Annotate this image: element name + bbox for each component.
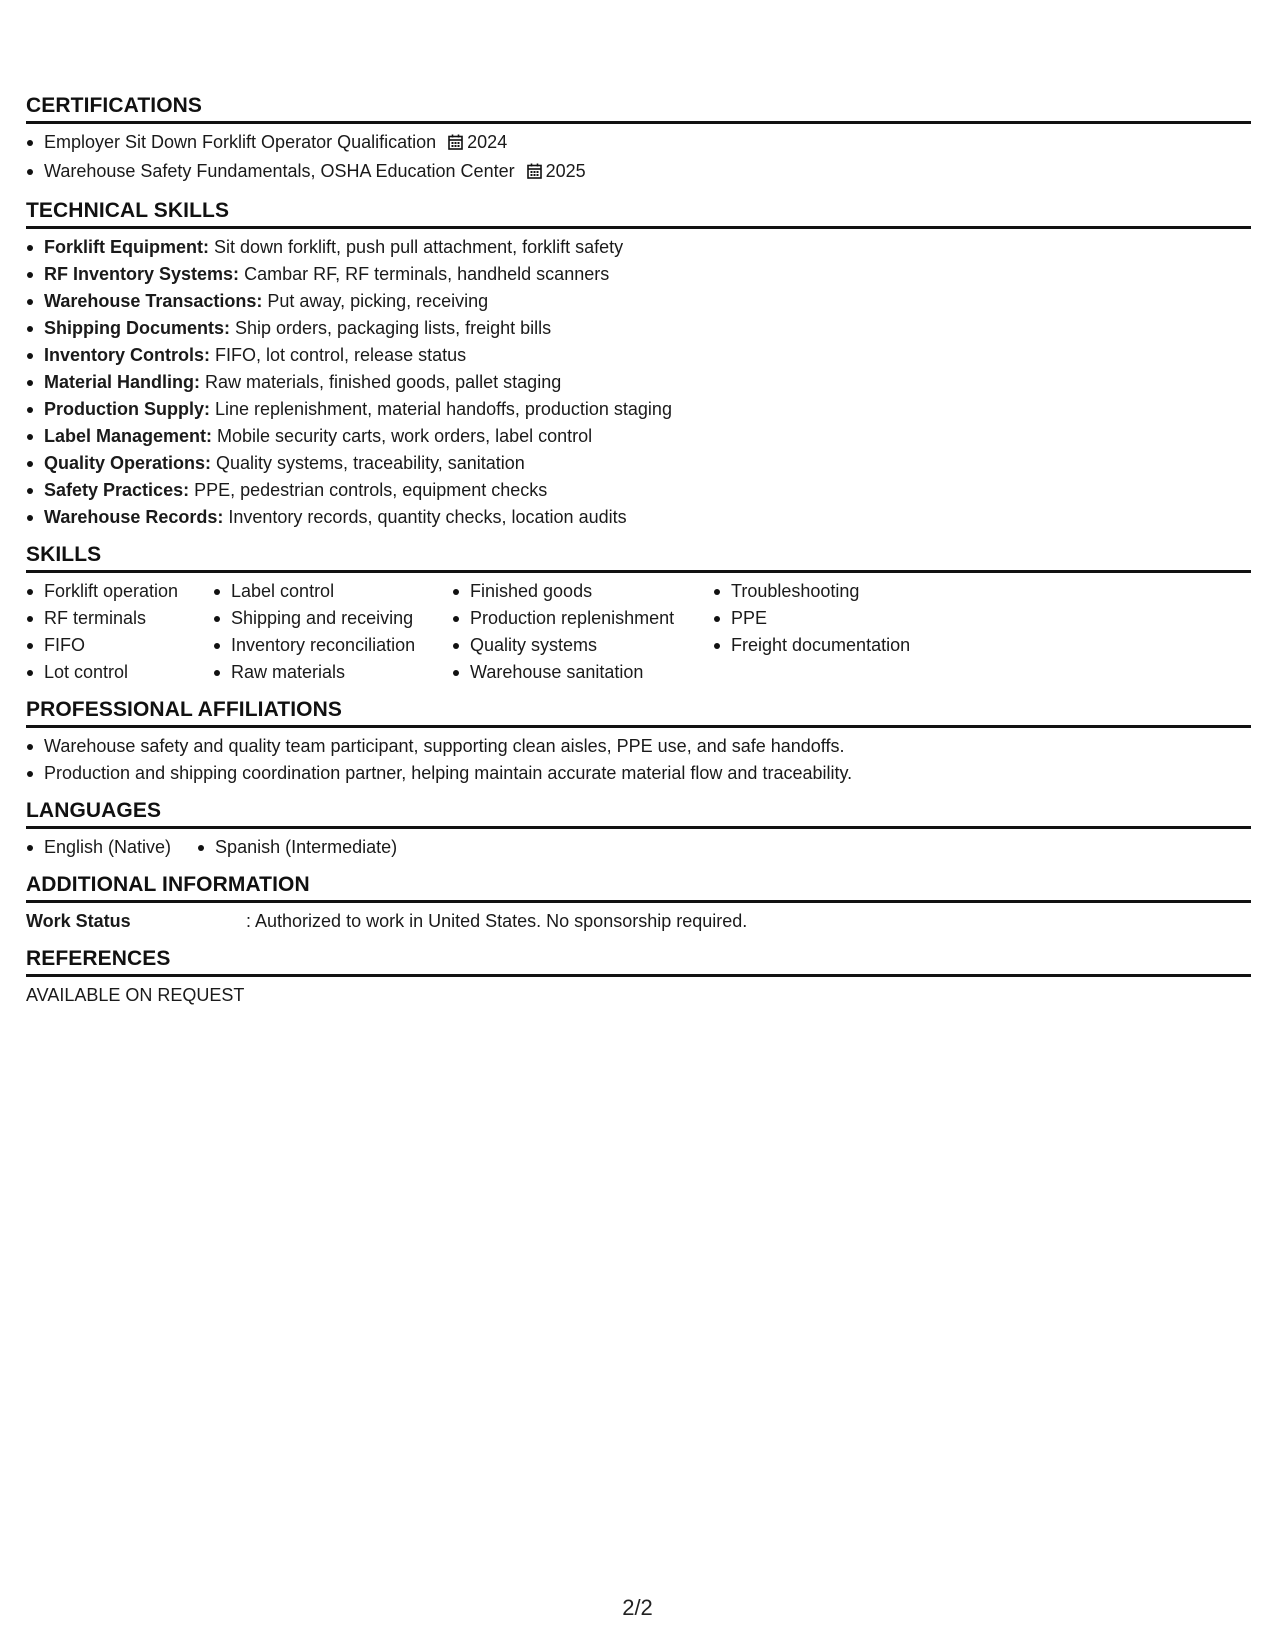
languages-heading: LANGUAGES: [26, 799, 1251, 829]
skill-item: Label control: [213, 578, 452, 605]
skill-item: Freight documentation: [713, 632, 973, 659]
skill-item: Quality systems: [452, 632, 713, 659]
technical-skill-text: Put away, picking, receiving: [262, 291, 489, 311]
certification-year: 2025: [545, 161, 586, 181]
skills-heading: SKILLS: [26, 543, 1251, 573]
technical-skill-label: Shipping Documents:: [44, 318, 230, 338]
certification-year: 2024: [467, 132, 508, 152]
skill-item: RF terminals: [26, 605, 213, 632]
page-number: 2/2: [622, 1595, 653, 1620]
technical-skill-item: [26, 234, 1251, 261]
certification-text: Employer Sit Down Forklift Operator Qualification: [44, 132, 437, 152]
certification-text: Warehouse Safety Fundamentals, OSHA Education Center: [44, 161, 515, 181]
skill-item: Production replenishment: [452, 605, 713, 632]
technical-skill-item: [26, 504, 1251, 531]
technical-skills-list: [26, 234, 1251, 531]
certifications-section: [26, 94, 1251, 187]
technical-skill-item: [26, 369, 1251, 396]
technical-skills-section: [26, 199, 1251, 531]
skills-column: [213, 578, 452, 686]
skills-columns: [26, 578, 1251, 686]
certifications-heading: CERTIFICATIONS: [26, 94, 1251, 124]
technical-skill-label: Production Supply:: [44, 399, 210, 419]
technical-skill-text: Mobile security carts, work orders, label control: [212, 426, 593, 446]
skill-item: Lot control: [26, 659, 213, 686]
technical-skill-item: [26, 477, 1251, 504]
work-status-value: : Authorized to work in United States. No sponsorship required.: [246, 911, 748, 931]
skill-item: Inventory reconciliation: [213, 632, 452, 659]
affiliations-list: [26, 733, 1251, 787]
certification-item: [26, 129, 1251, 158]
affiliations-section: [26, 698, 1251, 787]
skills-column: [452, 578, 713, 686]
additional-info-heading: ADDITIONAL INFORMATION: [26, 873, 1251, 903]
skill-item: Troubleshooting: [713, 578, 973, 605]
skill-item: Finished goods: [452, 578, 713, 605]
languages-list: [26, 834, 1251, 861]
technical-skill-item: [26, 450, 1251, 477]
skills-section: [26, 543, 1251, 686]
skills-column: [26, 578, 213, 686]
technical-skill-label: Warehouse Transactions:: [44, 291, 263, 311]
resume-page: [26, 94, 1251, 1021]
references-text: AVAILABLE ON REQUEST: [26, 985, 245, 1005]
affiliations-heading: PROFESSIONAL AFFILIATIONS: [26, 698, 1251, 728]
technical-skill-item: [26, 342, 1251, 369]
work-status-row: [26, 908, 1251, 935]
languages-section: [26, 799, 1251, 861]
technical-skill-item: [26, 261, 1251, 288]
technical-skill-label: Forklift Equipment:: [44, 237, 209, 257]
technical-skill-text: Line replenishment, material handoffs, production staging: [210, 399, 672, 419]
skill-item: PPE: [713, 605, 973, 632]
affiliation-item: Production and shipping coordination partner, helping maintain accurate material flow and traceability.: [26, 760, 1251, 787]
language-item: English (Native): [26, 834, 171, 861]
technical-skill-text: Ship orders, packaging lists, freight bills: [230, 318, 552, 338]
certification-item: [26, 158, 1251, 187]
technical-skill-item: [26, 288, 1251, 315]
skill-item: Warehouse sanitation: [452, 659, 713, 686]
skill-item: Raw materials: [213, 659, 452, 686]
certifications-list: [26, 129, 1251, 187]
technical-skill-item: [26, 315, 1251, 342]
technical-skill-label: Warehouse Records:: [44, 507, 224, 527]
technical-skill-item: [26, 423, 1251, 450]
technical-skill-text: Inventory records, quantity checks, location audits: [223, 507, 627, 527]
technical-skill-text: Quality systems, traceability, sanitation: [211, 453, 525, 473]
technical-skill-label: Safety Practices:: [44, 480, 190, 500]
affiliation-item: Warehouse safety and quality team participant, supporting clean aisles, PPE use, and safe handoffs.: [26, 733, 1251, 760]
calendar-icon: [527, 160, 542, 187]
skill-item: FIFO: [26, 632, 213, 659]
technical-skill-label: Quality Operations:: [44, 453, 212, 473]
technical-skill-label: Inventory Controls:: [44, 345, 211, 365]
language-item: Spanish (Intermediate): [197, 834, 397, 861]
technical-skill-text: PPE, pedestrian controls, equipment checks: [189, 480, 548, 500]
technical-skill-label: Label Management:: [44, 426, 213, 446]
technical-skill-text: Cambar RF, RF terminals, handheld scanners: [239, 264, 610, 284]
technical-skill-text: FIFO, lot control, release status: [210, 345, 467, 365]
references-section: [26, 947, 1251, 1009]
skills-column: [713, 578, 973, 686]
technical-skill-label: RF Inventory Systems:: [44, 264, 240, 284]
technical-skill-text: Raw materials, finished goods, pallet staging: [200, 372, 562, 392]
work-status-label: Work Status: [26, 911, 131, 931]
technical-skill-text: Sit down forklift, push pull attachment, forklift safety: [209, 237, 624, 257]
references-heading: REFERENCES: [26, 947, 1251, 977]
additional-info-section: [26, 873, 1251, 935]
technical-skills-heading: TECHNICAL SKILLS: [26, 199, 1251, 229]
skill-item: Forklift operation: [26, 578, 213, 605]
calendar-icon: [448, 131, 463, 158]
technical-skill-label: Material Handling:: [44, 372, 201, 392]
technical-skill-item: [26, 396, 1251, 423]
skill-item: Shipping and receiving: [213, 605, 452, 632]
